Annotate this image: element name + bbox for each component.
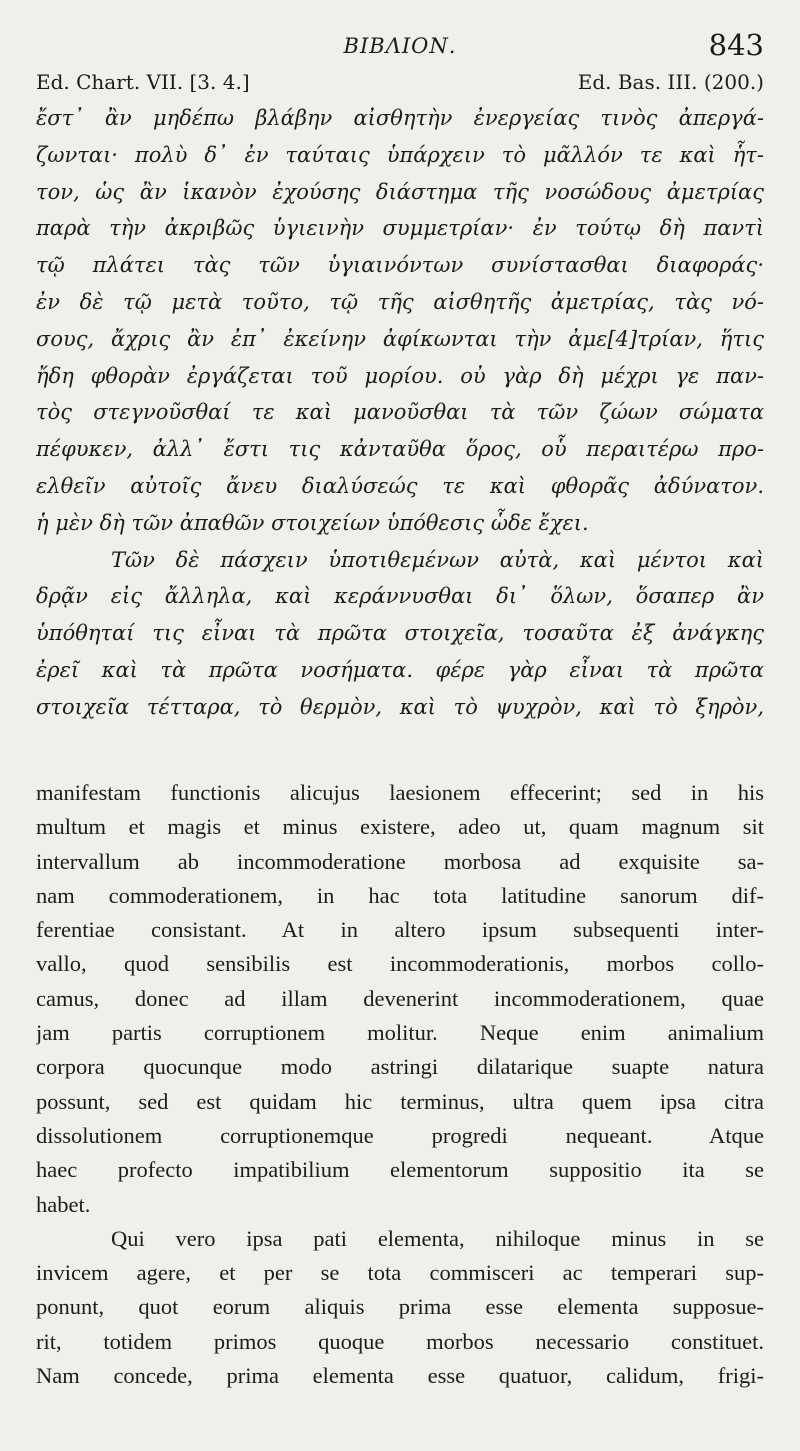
greek-line: ελθεῖν αὐτοῖς ἄνευ διαλύσεώς τε καὶ φθορᾶς ἀδύνατον. <box>36 473 764 498</box>
latin-text-block <box>36 776 764 1393</box>
page-number: 843 <box>708 28 764 62</box>
page-header <box>36 28 764 64</box>
greek-line: τῷ πλάτει τὰς τῶν ὑγιαινόντων συνίστασθαι διαφοράς· <box>36 253 764 278</box>
greek-line: ὑπόθηταί τις εἶναι τὰ πρῶτα στοιχεῖα, τοσαῦτα ἐξ ἀνάγκης <box>36 621 764 646</box>
greek-line: ἤδη φθορὰν ἐργάζεται τοῦ μορίου. οὐ γὰρ δὴ μέχρι γε παν- <box>36 363 764 388</box>
latin-line: Qui vero ipsa pati elementa, nihiloque minus in se <box>111 1225 764 1251</box>
latin-line: invicem agere, et per se tota commisceri ac temperari sup- <box>36 1260 764 1286</box>
latin-line: ponunt, quot eorum aliquis prima esse elementa supposue- <box>36 1294 764 1320</box>
greek-line: τὸς στεγνοῦσθαί τε καὶ μανοῦσθαι τὰ τῶν ζώων σώματα <box>36 400 764 425</box>
latin-line: haec profecto impatibilium elementorum suppositio ita se <box>36 1157 764 1183</box>
greek-line: Τῶν δὲ πάσχειν ὑποτιθεμένων αὐτὰ, καὶ μέντοι καὶ <box>111 547 764 572</box>
latin-line: Nam concede, prima elementa esse quatuor, calidum, frigi- <box>36 1363 764 1389</box>
greek-line: ἡ μὲν δὴ τῶν ἀπαθῶν στοιχείων ὑπόθεσις ὧδε ἔχει. <box>36 510 589 535</box>
latin-line: corpora quocunque modo astringi dilatarique suapte natura <box>36 1054 764 1080</box>
latin-line: ferentiae consistant. At in altero ipsum subsequenti inter- <box>36 917 764 943</box>
latin-line: dissolutionem corruptionemque progredi nequeant. Atque <box>36 1122 764 1148</box>
greek-line: ἐρεῖ καὶ τὰ πρῶτα νοσήματα. φέρε γὰρ εἶναι τὰ πρῶτα <box>36 657 764 682</box>
edition-chart-reference: Ed. Chart. VII. [3. 4.] <box>36 70 250 94</box>
edition-reference-line <box>36 70 764 100</box>
latin-line: camus, donec ad illam devenerint incommoderationem, quae <box>36 985 764 1011</box>
greek-line: δρᾷν εἰς ἄλληλα, καὶ κεράννυσθαι δι᾽ ὅλων, ὅσαπερ ἂν <box>36 584 764 609</box>
greek-line: στοιχεῖα τέτταρα, τὸ θερμὸν, καὶ τὸ ψυχρὸν, καὶ τὸ ξηρὸν, <box>36 694 764 719</box>
latin-line: jam partis corruptionem molitur. Neque enim animalium <box>36 1020 764 1046</box>
greek-line: ἔστ᾽ ἂν μηδέπω βλάβην αἰσθητὴν ἐνεργείας τινὸς ἀπεργά- <box>36 106 764 130</box>
greek-line: ἐν δὲ τῷ μετὰ τοῦτο, τῷ τῆς αἰσθητῆς ἀμετρίας, τὰς νό- <box>36 289 764 314</box>
latin-line: intervallum ab incommoderatione morbosa ad exquisite sa- <box>36 848 764 874</box>
greek-line: τον, ὡς ἂν ἱκανὸν ἐχούσης διάστημα τῆς νοσώδους ἀμετρίας <box>36 179 764 204</box>
latin-line: manifestam functionis alicujus laesionem effecerint; sed in his <box>36 780 764 805</box>
latin-line: possunt, sed est quidam hic terminus, ultra quem ipsa citra <box>36 1088 764 1114</box>
latin-line: multum et magis et minus existere, adeo ut, quam magnum sit <box>36 814 764 840</box>
latin-line: rit, totidem primos quoque morbos necessario constituet. <box>36 1328 764 1354</box>
edition-basel-reference: Ed. Bas. III. (200.) <box>577 70 764 94</box>
latin-line: vallo, quod sensibilis est incommoderationis, morbos collo- <box>36 951 764 977</box>
latin-line: habet. <box>36 1191 91 1217</box>
greek-line: παρὰ τὴν ἀκριβῶς ὑγιεινὴν συμμετρίαν· ἐν τούτῳ δὴ παντὶ <box>36 216 764 241</box>
greek-line: πέφυκεν, ἀλλ᾽ ἔστι τις κἀνταῦθα ὅρος, οὗ περαιτέρω προ- <box>36 437 764 462</box>
greek-text-block <box>36 100 764 726</box>
greek-line: σους, ἄχρις ἂν ἐπ᾽ ἐκείνην ἀφίκωνται τὴν ἀμε[4]τρίαν, ἥτις <box>36 326 764 351</box>
running-title: ΒΙΒΛΙΟΝ. <box>343 34 457 58</box>
latin-line: nam commoderationem, in hac tota latitudine sanorum dif- <box>36 882 764 908</box>
greek-line: ζωνται· πολὺ δ᾽ ἐν ταύταις ὑπάρχειν τὸ μᾶλλόν τε καὶ ἧτ- <box>36 142 764 167</box>
